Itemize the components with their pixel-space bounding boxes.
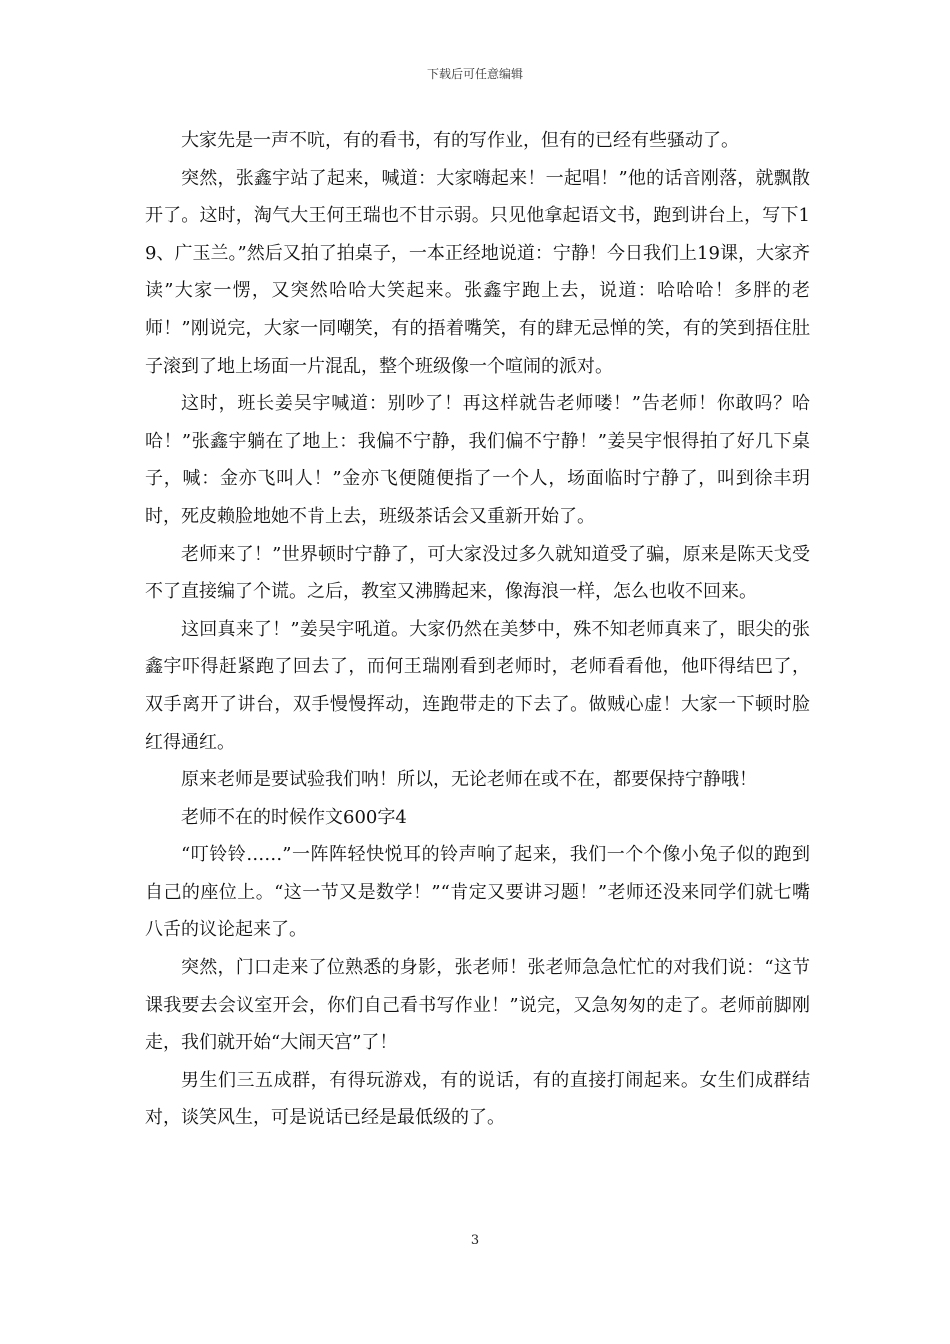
paragraph: 大家先是一声不吭，有的看书，有的写作业，但有的已经有些骚动了。: [181, 130, 739, 151]
paragraph: 突然，张鑫宇站了起来，喊道：大家嗨起来！一起唱！”他的话音刚落，就飘散开了。这时，淘气大王何王瑞也不甘示弱。只见他拿起语文书，跑到讲台上，写下19、广玉兰。”然后又拍了拍桌子，一本正经地说道：宁静！今日我们上19课，大家齐读”大家一愣，又突然哈哈大笑起来。张鑫宇跑上去，说道：哈哈哈！多胖的老师！”刚说完，大家一同嘲笑，有的捂着嘴笑，有的肆无忌惮的笑，有的笑到捂住肚子滚到了地上场面一片混乱，整个班级像一个喧闹的派对。: [145, 167, 810, 377]
paragraph: 男生们三五成群，有得玩游戏，有的说话，有的直接打闹起来。女生们成群结对，谈笑风生，可是说话已经是最低级的了。: [145, 1069, 810, 1129]
paragraph: “叮铃铃……”一阵阵轻快悦耳的铃声响了起来，我们一个个像小兔子似的跑到自己的座位上。“这一节又是数学！”“肯定又要讲习题！”老师还没来同学们就七嘴八舌的议论起来了。: [145, 844, 810, 941]
section-title: 老师不在的时候作文600字4: [181, 806, 407, 828]
paragraph: 这回真来了！”姜吴宇吼道。大家仍然在美梦中，殊不知老师真来了，眼尖的张鑫宇吓得赶紧跑了回去了，而何王瑞刚看到老师时，老师看看他，他吓得结巴了，双手离开了讲台，双手慢慢挥动，连跑带走的下去了。做贼心虚！大家一下顿时脸红得通红。: [145, 618, 810, 753]
page-number: 3: [470, 1233, 480, 1248]
document-body: [145, 122, 810, 1137]
paragraph: 这时，班长姜吴宇喊道：别吵了！再这样就告老师喽！”告老师！你敢吗？哈哈！”张鑫宇躺在了地上：我偏不宁静，我们偏不宁静！”姜吴宇恨得拍了好几下桌子，喊：金亦飞叫人！”金亦飞便随便指了一个人，场面临时宁静了，叫到徐丰玥时，死皮赖脸地她不肯上去，班级茶话会又重新开始了。: [145, 393, 810, 527]
paragraph: 老师来了！”世界顿时宁静了，可大家没过多久就知道受了骗，原来是陈天戈受不了直接编了个谎。之后，教室又沸腾起来，像海浪一样，怎么也收不回来。: [145, 543, 810, 603]
paragraph: 原来老师是要试验我们呐！所以，无论老师在或不在，都要保持宁静哦！: [181, 769, 757, 791]
paragraph: 突然，门口走来了位熟悉的身影，张老师！张老师急急忙忙的对我们说：“这节课我要去会议室开会，你们自己看书写作业！”说完，又急匆匆的走了。老师前脚刚走，我们就开始“大闹天宫”了！: [145, 957, 810, 1054]
page-header: 下载后可任意编辑: [426, 67, 523, 81]
